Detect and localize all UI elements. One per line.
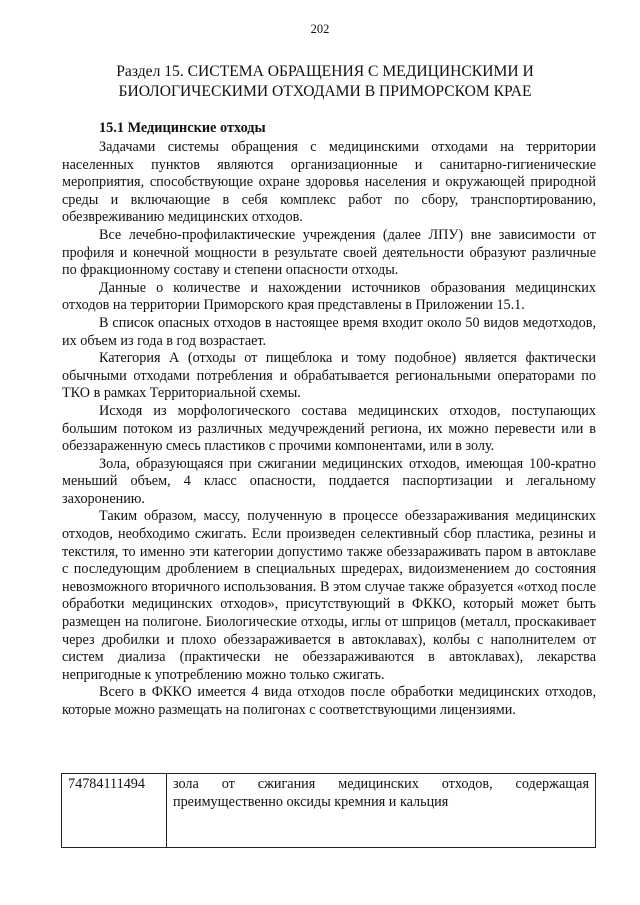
subsection-title: 15.1 Медицинские отходы — [99, 120, 266, 136]
paragraph: Таким образом, массу, полученную в процессе обеззараживания медицинских отходов, необходимо сжигать. Если произведен селективный сбор пластика, резины и текстиля, то именно эти категории допустимо также обеззараживать паром в автоклаве с последующим дроблением в специальных шредерах, видоизменением до состояния невозможного вторичного использования. В этом случае также образуется «отход после обработки медицинских отходов», присутствующий в ФККО, который может быть размещен на полигоне. Биологические отходы, иглы от шприцов (металл, проскакивает через дробилки и плохо обеззараживается в автоклавах), колбы с наполнителем от систем диализа (практически не обеззараживаются в автоклавах), лекарства непригодные к употреблению можно только сжигать. — [62, 508, 596, 683]
body-text — [62, 139, 596, 720]
waste-code-cell: 74784111494 — [62, 774, 167, 848]
paragraph: Категория А (отходы от пищеблока и тому подобное) является фактически обычными отходами потребления и обрабатывается региональными операторами по ТКО в рамках Территориальной схемы. — [62, 350, 596, 402]
paragraph: Исходя из морфологического состава медицинских отходов, поступающих большим потоком из различных медучреждений региона, их можно перевести или в обеззараженную смесь пластиков с прочими компонентами, или в золу. — [62, 402, 596, 455]
section-title: Раздел 15. СИСТЕМА ОБРАЩЕНИЯ С МЕДИЦИНСКИМИ И БИОЛОГИЧЕСКИМИ ОТХОДАМИ В ПРИМОРСКОМ КРАЕ — [116, 63, 534, 100]
paragraph: Данные о количестве и нахождении источников образования медицинских отходов на территории Приморского края представлены в Приложении 15.1. — [62, 279, 596, 314]
paragraph: Всего в ФККО имеется 4 вида отходов после обработки медицинских отходов, которые можно размещать на полигонах с соответствующими лицензиями. — [62, 684, 596, 718]
waste-code-table — [61, 773, 596, 848]
paragraph: В список опасных отходов в настоящее время входит около 50 видов медотходов, их объем из года в год возрастает. — [62, 314, 596, 349]
paragraph: Зола, образующаяся при сжигании медицинских отходов, имеющая 100-кратно меньший объем, 4 класс опасности, поддается паспортизации и легальному захоронению. — [62, 455, 596, 507]
waste-description-cell: зола от сжигания медицинских отходов, содержащая преимущественно оксиды кремния и кальция — [167, 774, 596, 848]
paragraph: Задачами системы обращения с медицинскими отходами на территории населенных пунктов являются организационные и санитарно-гигиенические мероприятия, способствующие охране здоровья населения и окружающей природной среды и включающие в себя комплекс работ по сбору, транспортированию, обезвреживанию медицинских отходов. — [62, 139, 596, 226]
paragraph: Все лечебно-профилактические учреждения (далее ЛПУ) вне зависимости от профиля и конечной мощности в результате своей деятельности образуют различные по фракционному составу и степени опасности отходы. — [62, 226, 596, 279]
page-number: 202 — [310, 22, 330, 36]
table-row — [62, 774, 596, 848]
